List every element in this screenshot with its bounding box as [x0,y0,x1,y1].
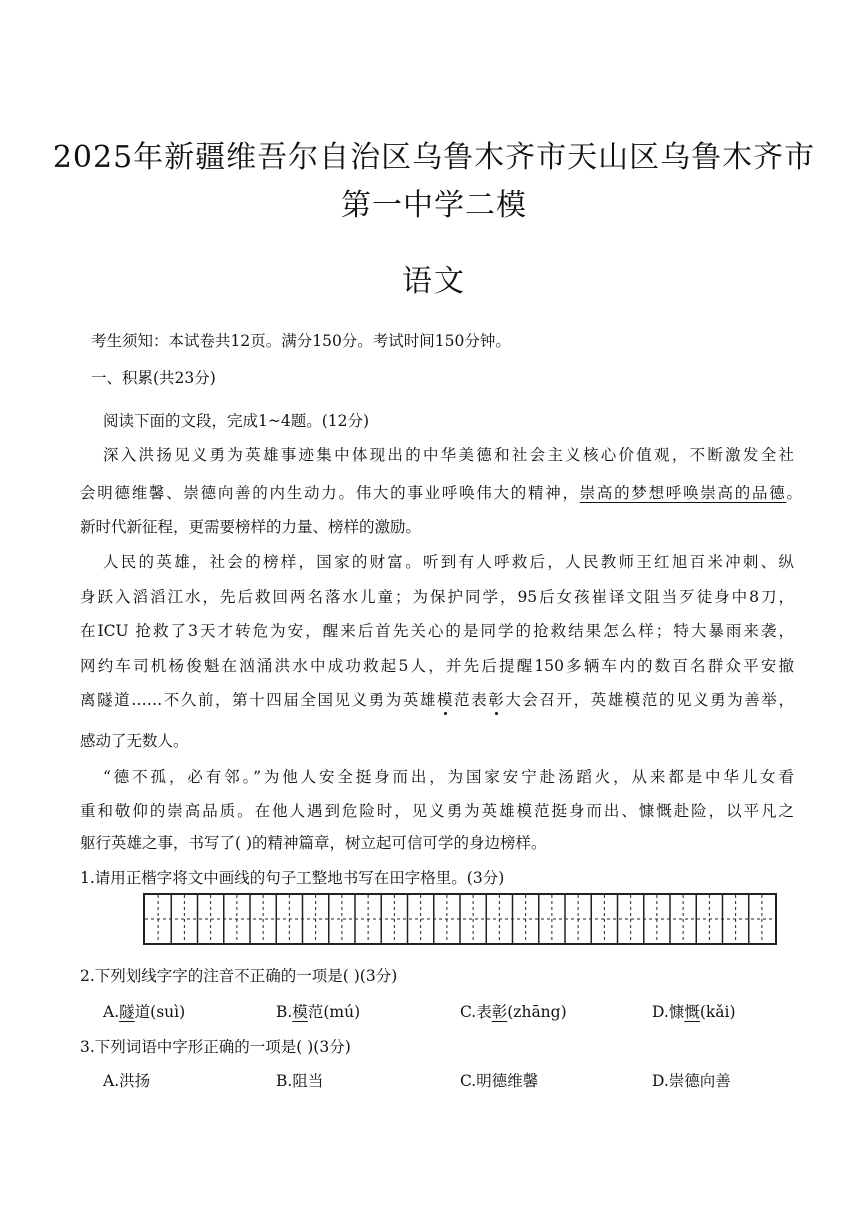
q3-option-a[interactable]: A.洪扬 [103,1072,151,1090]
q3-option-d[interactable]: D.崇德向善 [652,1072,731,1090]
passage-line: 感动了无数人。 [80,732,189,750]
dotted-char: 彰 [488,691,506,709]
section-heading: 一、积累(共23分) [91,369,216,387]
q2-option-a[interactable]: A.隧道(suì) [103,1003,186,1021]
grid-lines [145,895,775,943]
passage-line: 会明德维馨、崇德向善的内生动力。伟大的事业呼唤伟大的精神，崇高的梦想呼唤崇高的品德。 [80,484,802,502]
q3-option-c[interactable]: C.明德维馨 [460,1072,539,1090]
dotted-char: 模 [436,691,455,709]
subject-title: 语文 [402,264,466,299]
q2-option-d[interactable]: D.慷慨(kǎi) [652,1003,736,1021]
passage-line: 网约车司机杨俊魁在汹涌洪水中成功救起5人，并先后提醒150多辆车内的数百名群众平安撤 [80,657,794,675]
passage-line: 身跃入滔滔江水，先后救回两名落水儿童；为保护同学，95后女孩崔译文阻当歹徒身中8刀， [80,588,794,606]
passage-line: 躯行英雄之事，书写了( )的精神篇章，树立起可信可学的身边榜样。 [80,834,547,852]
reading-instruction: 阅读下面的文段，完成1~4题。(12分) [103,412,370,430]
passage-line: 人民的英雄，社会的榜样，国家的财富。听到有人呼救后，人民教师王红旭百米冲刺、纵 [103,553,794,571]
underlined-sentence: 崇高的梦想呼唤崇高的品德 [579,484,787,502]
passage-line: 在ICU 抢救了3天才转危为安，醒来后首先关心的是同学的抢救结果怎么样；特大暴雨来袭， [80,622,794,640]
exam-title-line2: 第一中学二模 [341,188,527,223]
passage-line: 离隧道……不久前，第十四届全国见义勇为英雄模范表彰大会召开，英雄模范的见义勇为善举， [80,691,794,709]
passage-line: 重和敬仰的崇高品质。在他人遇到危险时，见义勇为英雄模范挺身而出、慷慨赴险，以平凡之 [80,802,794,820]
question-2: 2.下列划线字字的注音不正确的一项是( )(3分) [80,967,398,985]
exam-notice: 考生须知：本试卷共12页。满分150分。考试时间150分钟。 [91,332,511,350]
passage-line: 深入洪扬见义勇为英雄事迹集中体现出的中华美德和社会主义核心价值观，不断激发全社 [103,446,794,464]
exam-title-line1: 2025年新疆维吾尔自治区乌鲁木齐市天山区乌鲁木齐市 [52,140,816,175]
passage-line: 新时代新征程，更需要榜样的力量、榜样的激励。 [80,518,422,536]
tianzige-writing-grid[interactable] [143,893,777,945]
question-1: 1.请用正楷字将文中画线的句子工整地书写在田字格里。(3分) [80,869,505,887]
passage-line: “德不孤，必有邻。”为他人安全挺身而出，为国家安宁赴汤蹈火，从来都是中华儿女看 [103,768,794,786]
q3-option-b[interactable]: B.阻当 [276,1072,324,1090]
question-3: 3.下列词语中字形正确的一项是( )(3分) [80,1038,351,1056]
q2-option-b[interactable]: B.模范(mú) [276,1003,361,1021]
q2-option-c[interactable]: C.表彰(zhāng) [460,1003,567,1021]
